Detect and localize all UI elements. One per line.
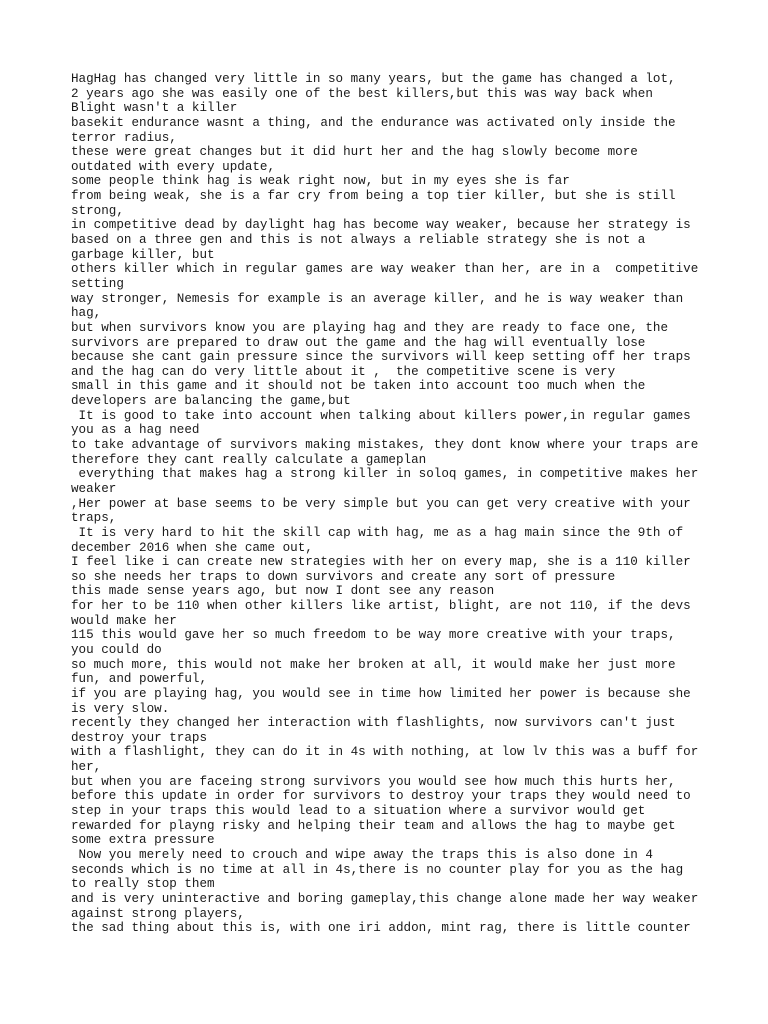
text-line: therefore they cant really calculate a gameplan <box>71 452 427 467</box>
text-line: small in this game and it should not be taken into account too much when the <box>71 379 646 394</box>
text-line: rewarded for playng risky and helping their team and allows the hag to maybe get <box>71 818 676 833</box>
text-line: I feel like i can create new strategies with her on every map, she is a 110 killer <box>71 555 691 570</box>
text-line: this made sense years ago, but now I dont see any reason <box>71 584 495 599</box>
text-line: some extra pressure <box>71 833 215 848</box>
text-line: seconds which is no time at all in 4s,there is no counter play for you as the hag <box>71 862 684 877</box>
text-line: the sad thing about this is, with one iri addon, mint rag, there is little counter <box>71 921 691 936</box>
text-line: traps, <box>71 511 117 526</box>
text-line: ,Her power at base seems to be very simple but you can get very creative with your <box>71 496 691 511</box>
text-line: for her to be 110 when other killers like artist, blight, are not 110, if the devs <box>71 599 691 614</box>
text-line: destroy your traps <box>71 730 208 745</box>
text-line: if you are playing hag, you would see in time how limited her power is because she <box>71 686 691 701</box>
text-line: developers are balancing the game,but <box>71 394 351 409</box>
text-line: hag, <box>71 306 102 321</box>
text-line: others killer which in regular games are way weaker than her, are in a competitive <box>71 262 699 277</box>
text-line: garbage killer, but <box>71 247 215 262</box>
text-line: you could do <box>71 642 162 657</box>
text-line: these were great changes but it did hurt her and the hag slowly become more <box>71 145 638 160</box>
text-line: would make her <box>71 613 177 628</box>
text-line: from being weak, she is a far cry from being a top tier killer, but she is still <box>71 189 676 204</box>
text-line: but when survivors know you are playing hag and they are ready to face one, the <box>71 320 669 335</box>
text-line: so much more, this would not make her broken at all, it would make her just more <box>71 657 676 672</box>
text-line: fun, and powerful, <box>71 672 208 687</box>
text-line: you as a hag need <box>71 423 200 438</box>
text-line: It is very hard to hit the skill cap with hag, me as a hag main since the 9th of <box>71 525 684 540</box>
text-line: strong, <box>71 203 124 218</box>
text-line: HagHag has changed very little in so many years, but the game has changed a lot, <box>71 72 676 86</box>
text-line: terror radius, <box>71 130 177 145</box>
text-line: recently they changed her interaction with flashlights, now survivors can't just <box>71 716 676 731</box>
text-line: based on a three gen and this is not always a reliable strategy she is not a <box>71 233 646 248</box>
text-line: her, <box>71 760 102 775</box>
text-line: because she cant gain pressure since the survivors will keep setting off her traps <box>71 350 691 365</box>
text-line: and the hag can do very little about it , the competitive scene is very <box>71 364 616 379</box>
text-line: It is good to take into account when talking about killers power,in regular games <box>71 408 691 423</box>
text-line: weaker <box>71 481 117 496</box>
text-line: Now you merely need to crouch and wipe away the traps this is also done in 4 <box>71 847 653 862</box>
text-line: setting <box>71 276 124 291</box>
text-line: december 2016 when she came out, <box>71 540 313 555</box>
text-line: basekit endurance wasnt a thing, and the endurance was activated only inside the <box>71 115 676 130</box>
text-line: 115 this would gave her so much freedom to be way more creative with your traps, <box>71 628 676 643</box>
text-line: and is very uninteractive and boring gameplay,this change alone made her way weaker <box>71 891 699 906</box>
text-line: with a flashlight, they can do it in 4s with nothing, at low lv this was a buff for <box>71 745 699 760</box>
text-line: outdated with every update, <box>71 159 276 174</box>
text-line: step in your traps this would lead to a situation where a survivor would get <box>71 804 646 819</box>
text-line: way stronger, Nemesis for example is an average killer, and he is way weaker than <box>71 291 684 306</box>
text-line: before this update in order for survivors to destroy your traps they would need to <box>71 789 691 804</box>
text-line: so she needs her traps to down survivors and create any sort of pressure <box>71 569 616 584</box>
text-line: is very slow. <box>71 701 170 716</box>
document-body <box>71 72 711 936</box>
text-line: to take advantage of survivors making mistakes, they dont know where your traps are <box>71 438 699 453</box>
text-line: survivors are prepared to draw out the game and the hag will eventually lose <box>71 335 646 350</box>
text-line: everything that makes hag a strong killer in soloq games, in competitive makes her <box>71 467 699 482</box>
text-line: in competitive dead by daylight hag has become way weaker, because her strategy is <box>71 218 691 233</box>
text-line: but when you are faceing strong survivors you would see how much this hurts her, <box>71 774 676 789</box>
text-line: some people think hag is weak right now, but in my eyes she is far <box>71 174 570 189</box>
text-line: Blight wasn't a killer <box>71 101 238 116</box>
text-line: to really stop them <box>71 877 215 892</box>
text-line: 2 years ago she was easily one of the best killers,but this was way back when <box>71 86 653 101</box>
text-line: against strong players, <box>71 906 245 921</box>
